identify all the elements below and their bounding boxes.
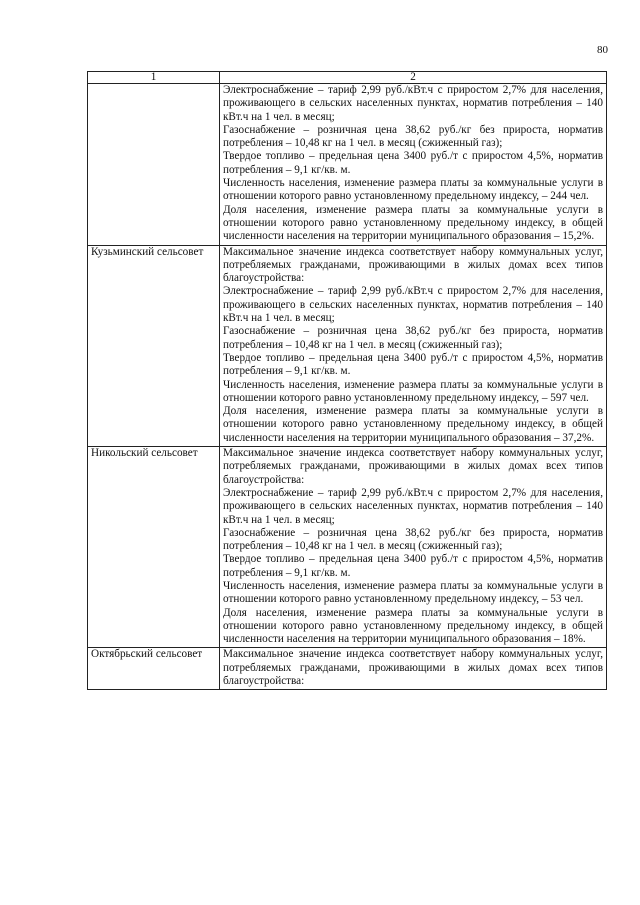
municipality-name: Октябрьский сельсовет	[91, 648, 203, 661]
paragraph: Численность населения, изменение размера платы за коммунальные услуги в отношении которого равно установленному предельному индексу, – 244 чел.	[223, 177, 603, 203]
description-cell	[220, 245, 607, 446]
paragraph: Численность населения, изменение размера платы за коммунальные услуги в отношении которого равно установленному предельному индексу, – 597 чел.	[223, 378, 603, 404]
paragraph: Доля населения, изменение размера платы за коммунальные услуги в отношении которого равно установленному предельному индексу, в общей численности населения на территории муниципального образования – 37,2%.	[223, 405, 603, 444]
paragraph: Твердое топливо – предельная цена 3400 руб./т с приростом 4,5%, норматив потребления – 9,1 кг/кв. м.	[223, 150, 603, 176]
paragraph: Электроснабжение – тариф 2,99 руб./кВт.ч с приростом 2,7% для населения, проживающего в сельских населенных пунктах, норматив потребления – 140 кВт.ч на 1 чел. в месяц;	[223, 285, 603, 325]
municipality-name-cell	[88, 245, 220, 446]
paragraph: Максимальное значение индекса соответствует набору коммунальных услуг, потребляемых гражданами, проживающими в жилых домах всех типов благоустройства:	[223, 447, 603, 486]
municipality-name-cell	[88, 84, 220, 246]
paragraph: Максимальное значение индекса соответствует набору коммунальных услуг, потребляемых гражданами, проживающими в жилых домах всех типов благоустройства:	[223, 245, 603, 285]
paragraph: Газоснабжение – розничная цена 38,62 руб./кг без прироста, норматив потребления – 10,48 кг на 1 чел. в месяц (сжиженный газ);	[223, 325, 603, 351]
paragraph: Доля населения, изменение размера платы за коммунальные услуги в отношении которого равно установленному предельному индексу, в общей численности населения на территории муниципального образования – 15,2%.	[223, 203, 603, 243]
table-row	[88, 245, 607, 446]
municipality-name: Никольский сельсовет	[91, 447, 198, 460]
paragraph: Максимальное значение индекса соответствует набору коммунальных услуг, потребляемых гражданами, проживающими в жилых домах всех типов благоустройства:	[223, 648, 603, 688]
paragraph: Газоснабжение – розничная цена 38,62 руб./кг без прироста, норматив потребления – 10,48 кг на 1 чел. в месяц (сжиженный газ);	[223, 526, 603, 553]
paragraph: Твердое топливо – предельная цена 3400 руб./т с приростом 4,5%, норматив потребления – 9,1 кг/кв. м.	[223, 553, 603, 579]
municipality-name: Кузьминский сельсовет	[91, 245, 204, 258]
description-cell	[220, 447, 607, 648]
paragraph: Численность населения, изменение размера платы за коммунальные услуги в отношении которого равно установленному предельному индексу, – 53 чел.	[223, 579, 603, 606]
paragraph: Электроснабжение – тариф 2,99 руб./кВт.ч с приростом 2,7% для населения, проживающего в сельских населенных пунктах, норматив потребления – 140 кВт.ч на 1 чел. в месяц;	[223, 84, 603, 123]
description-cell	[220, 84, 607, 246]
column-header-1: 1	[88, 72, 220, 84]
page-number: 80	[597, 44, 608, 56]
table-row	[88, 84, 607, 246]
table-row	[88, 648, 607, 690]
table-row	[88, 447, 607, 648]
paragraph: Твердое топливо – предельная цена 3400 руб./т с приростом 4,5%, норматив потребления – 9,1 кг/кв. м.	[223, 351, 603, 378]
data-table	[87, 71, 607, 690]
paragraph: Электроснабжение – тариф 2,99 руб./кВт.ч с приростом 2,7% для населения, проживающего в сельских населенных пунктах, норматив потребления – 140 кВт.ч на 1 чел. в месяц;	[223, 486, 603, 526]
municipality-name-cell	[88, 447, 220, 648]
paragraph: Газоснабжение – розничная цена 38,62 руб./кг без прироста, норматив потребления – 10,48 кг на 1 чел. в месяц (сжиженный газ);	[223, 123, 603, 150]
description-cell	[220, 648, 607, 690]
municipality-name-cell	[88, 648, 220, 690]
paragraph: Доля населения, изменение размера платы за коммунальные услуги в отношении которого равно установленному предельному индексу, в общей численности населения на территории муниципального образования – 18%.	[223, 606, 603, 646]
column-header-2: 2	[220, 72, 607, 84]
table-header-row	[88, 72, 607, 84]
